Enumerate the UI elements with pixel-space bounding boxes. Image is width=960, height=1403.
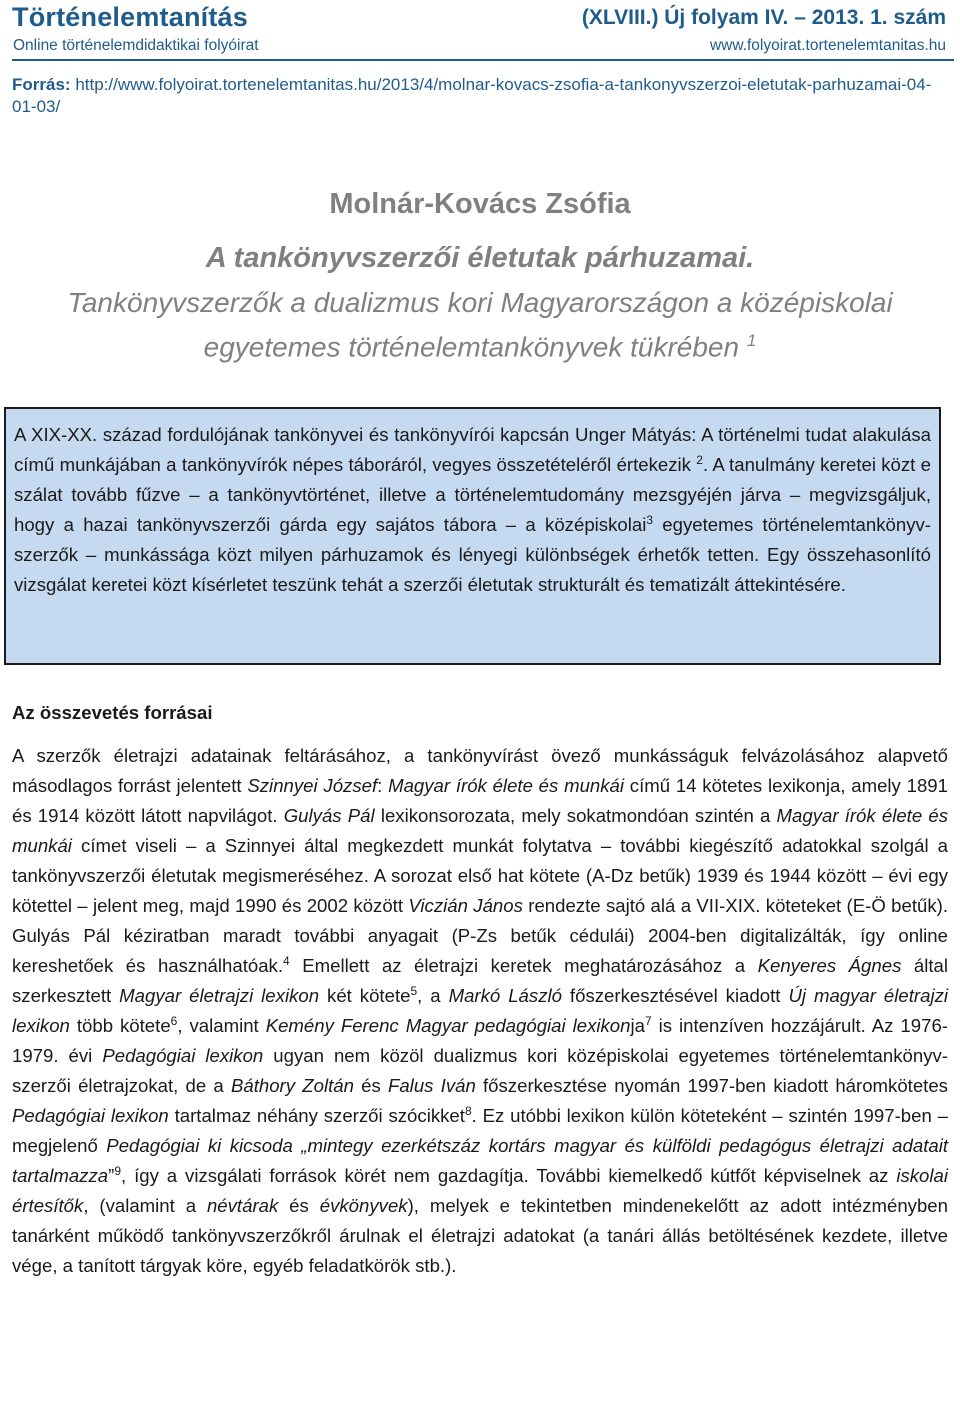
- body-text: ), melyek e tekintetben mindenekelőtt az adott intézményben tanárként működő tankönyvszerzőkről árulnak el életrajzi adatokat (a tanári állás betöltésének kezdete, illetve vége, a tanított tárgyak köre, egyéb feladatkörök stb.).: [12, 1195, 948, 1276]
- body-italic: névtárak: [206, 1195, 279, 1216]
- abstract-text-1: A XIX-XX. század fordulójának tankönyvei és tankönyvírói kapcsán Unger Mátyás: A történelmi tudat alakulása című munkájában a tankönyvírók népes táboráról, vegyes összetételéről értekezik: [14, 424, 931, 475]
- body-text: . Ez utóbbi lexikon külön köteteként – szintén 1997-ben – megjelenő: [12, 1105, 948, 1156]
- body-text: A szerzők életrajzi adatainak feltárásához, a tankönyvírást övező munkásságuk felvázolásához alapvető másodlagos forrást jelentett: [12, 745, 948, 796]
- journal-title: Történelemtanítás: [12, 2, 248, 32]
- body-italic: Pedagógiai lexikon: [102, 1045, 264, 1066]
- body-text: , a: [417, 985, 449, 1006]
- body-italic: Szinnyei József: [247, 775, 378, 796]
- footnote-ref-6[interactable]: 6: [170, 1013, 178, 1028]
- body-text: ugyan nem közöl dualizmus kori középiskolai egyetemes történelemtankönyv-szerzői életrajzokat, de a: [12, 1045, 948, 1096]
- footnote-ref-5[interactable]: 5: [410, 983, 418, 998]
- body-text: , valamint: [177, 1015, 266, 1036]
- source-url-link[interactable]: http://www.folyoirat.tortenelemtanitas.hu/2013/4/molnar-kovacs-zsofia-a-tankonyvszerzoi-eletutak-parhuzamai-04-01-03/: [12, 75, 932, 116]
- body-text: ja: [630, 1015, 645, 1036]
- footnote-ref-3[interactable]: 3: [646, 512, 654, 527]
- body-text: :: [377, 775, 389, 796]
- footnote-ref-4[interactable]: 4: [283, 953, 290, 968]
- body-italic: Magyar életrajzi lexikon: [119, 985, 320, 1006]
- article-subtitle: [40, 284, 920, 366]
- body-italic: Falus Iván: [387, 1075, 476, 1096]
- body-text: címet viseli – a Szinnyei által megkezdett munkát folytatva – további kiegészítő adatokkal szolgál a tankönyvszerzői életutak megismeréséhez. A sorozat első hat kötete (A-Dz betűk) 1939 és 1944 között – évi egy kötettel – jelent meg, majd 1990 és 2002 között: [12, 835, 948, 916]
- issue-number: (XLVIII.) Új folyam IV. – 2013. 1. szám: [581, 6, 946, 29]
- abstract-text-2: . A tanulmány keretei közt e szálat tovább fűzve – a tankönyvtörténet, illetve a történelemtudomány mezsgyéjén járva – megvizsgáljuk, hogy a hazai tankönyvszerzői gárda egy sajátos tábora – a középiskolai: [14, 454, 931, 535]
- body-text: főszerkesztésével kiadott: [561, 985, 789, 1006]
- body-italic: Magyar írók élete és munkái: [12, 805, 949, 856]
- body-text: által szerkesztett: [12, 955, 948, 1006]
- body-italic: Markó László: [448, 985, 562, 1006]
- body-italic: évkönyvek: [319, 1195, 408, 1216]
- article-author: Molnár-Kovács Zsófia: [329, 188, 631, 220]
- body-italic: Viczián János: [408, 895, 523, 916]
- body-text: lexikonsorozata, mely sokatmondóan szintén a: [374, 805, 777, 826]
- body-text: ”: [108, 1165, 115, 1186]
- body-italic: Új magyar életrajzi lexikon: [12, 985, 948, 1036]
- body-text: is intenzíven hozzájárult. Az 1976-1979. évi: [12, 1015, 948, 1066]
- footnote-ref-1[interactable]: 1: [746, 331, 757, 350]
- body-text: főszerkesztése nyomán 1997-ben kiadott háromkötetes: [475, 1075, 948, 1096]
- body-italic: Kemény Ferenc Magyar pedagógiai lexikon: [265, 1015, 631, 1036]
- journal-header: [12, 0, 954, 58]
- body-text: és: [278, 1195, 320, 1216]
- body-text: több kötete: [69, 1015, 171, 1036]
- body-text: tartalmaz néhány szerzői szócikket: [168, 1105, 465, 1126]
- article-title: A tankönyvszerzői életutak párhuzamai.: [205, 242, 755, 274]
- footnote-ref-2[interactable]: 2: [696, 452, 703, 467]
- source-label: Forrás:: [12, 75, 71, 94]
- body-text: rendezte sajtó alá a VII-XIX. köteteket (E-Ö betűk). Gulyás Pál kéziratban maradt további anyagait (P-Zs betűk cédulái) 2004-ben digitalizálták, így online kereshetőek és használhatóak.: [12, 895, 948, 976]
- body-text: , (valamint a: [83, 1195, 207, 1216]
- body-text: és: [353, 1075, 388, 1096]
- section-heading: Az összevetés forrásai: [12, 702, 213, 723]
- journal-subtitle: Online történelemdidaktikai folyóirat: [13, 37, 259, 54]
- source-line: [12, 74, 942, 118]
- body-italic: iskolai értesítők: [12, 1165, 948, 1216]
- article-subtitle-text: Tankönyvszerzők a dualizmus kori Magyarországon a középiskolai egyetemes történelemtankönyvek tükrében: [67, 287, 893, 363]
- body-text: két kötete: [319, 985, 411, 1006]
- body-italic: Gulyás Pál: [283, 805, 375, 826]
- body-italic: Pedagógiai lexikon: [12, 1105, 169, 1126]
- abstract-text-3: egyetemes történelemtankönyv-szerzők – munkássága közt milyen párhuzamok és lényegi különbségek érhetők tetten. Egy összehasonlító vizsgálat keretei közt kísérletet teszünk tehát a szerzői életutak strukturált és tematizált áttekintésére.: [14, 514, 931, 595]
- header-divider: [12, 59, 954, 61]
- footnote-ref-7[interactable]: 7: [644, 1013, 652, 1028]
- body-italic: Magyar írók élete és munkái: [388, 775, 625, 796]
- journal-url-link[interactable]: www.folyoirat.tortenelemtanitas.hu: [709, 37, 946, 54]
- body-text: című 14 kötetes lexikonja, amely 1891 és 1914 között látott napvilágot.: [12, 775, 948, 826]
- abstract-box: [4, 407, 941, 665]
- body-italic: Báthory Zoltán: [230, 1075, 354, 1096]
- footnote-ref-8[interactable]: 8: [464, 1103, 472, 1118]
- body-text: Emellett az életrajzi keretek meghatározásához a: [289, 955, 758, 976]
- section-body: [12, 741, 948, 1281]
- body-italic: Kenyeres Ágnes: [757, 955, 902, 976]
- body-italic: Pedagógiai ki kicsoda „mintegy ezerkétszáz kortárs magyar és külföldi pedagógus életrajzi adatait tartalmazza: [12, 1135, 948, 1186]
- footnote-ref-9[interactable]: 9: [114, 1163, 121, 1178]
- body-text: , így a vizsgálati források körét nem gazdagítja. További kiemelkedő kútfőt képviselnek az: [121, 1165, 897, 1186]
